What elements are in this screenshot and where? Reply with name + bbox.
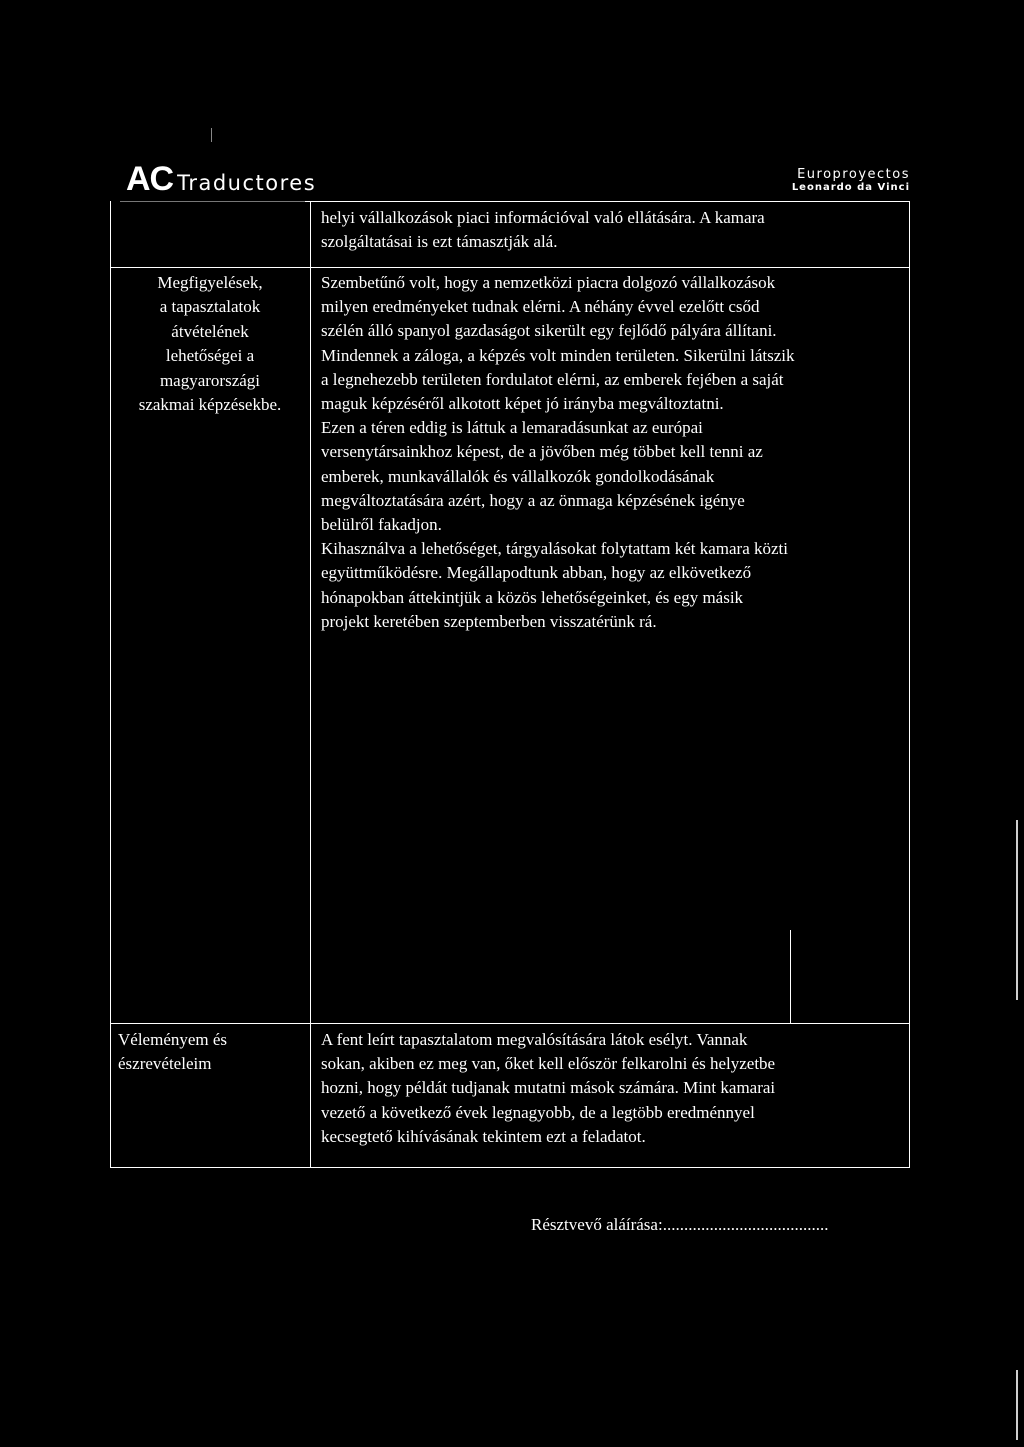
scan-artifact-line: [790, 930, 791, 1024]
scan-artifact-mark: [211, 128, 212, 142]
text-line: szolgáltatásai is ezt támasztják alá.: [321, 232, 558, 252]
table-top-border-right: [305, 201, 909, 202]
label-line: magyarországi: [159, 370, 261, 390]
row2-top-border-right: [310, 1023, 910, 1024]
europroyectos-text: Europroyectos: [797, 167, 910, 182]
text-line: Ezen a téren eddig is láttuk a lemaradásunkat az európai: [321, 418, 703, 438]
text-line: maguk képzéséről alkotott képet jó irányba megváltoztatni.: [321, 394, 724, 414]
continuation-cell: [321, 206, 906, 254]
text-line: versenytársainkhoz képest, de a jövőben még többet kell tenni az: [321, 442, 763, 462]
label-line: észrevételeim: [118, 1054, 212, 1074]
label-line: a tapasztalatok: [159, 297, 261, 317]
text-line: A fent leírt tapasztalatom megvalósítására látok esélyt. Vannak: [321, 1030, 748, 1049]
text-line: hozni, hogy példát tudjanak mutatni mások számára. Mint kamarai: [321, 1078, 776, 1098]
row1-top-border: [110, 267, 910, 268]
text-line: milyen eredményeket tudnak elérni. A néhány évvel ezelőtt csőd: [321, 297, 760, 317]
text-line: együttműködésre. Megállapodtunk abban, hogy az elkövetkező: [321, 563, 752, 583]
scan-edge-mark: [1016, 820, 1018, 1000]
table-column-divider: [310, 201, 311, 1168]
label-line: átvételének: [171, 321, 249, 341]
label-line: Megfigyelések,: [157, 273, 263, 292]
text-line: Kihasználva a lehetőséget, tárgyalásokat folytattam két kamara közti: [321, 539, 789, 559]
text-line: vezető a következő évek legnagyobb, de a legtöbb eredménnyel: [321, 1102, 755, 1122]
leonardo-da-vinci-text: Leonardo da Vinci: [791, 182, 910, 193]
table-bottom-border: [110, 1167, 910, 1168]
text-line: belülről fakadjon.: [321, 515, 442, 535]
logo-traductores-text: Traductores: [177, 171, 317, 195]
text-line: emberek, munkavállalók és vállalkozók gondolkodásának: [321, 466, 715, 486]
text-line: a legnehezebb területen fordulatot elérni, az emberek fejében a saját: [321, 369, 784, 389]
scan-edge-mark: [1016, 1370, 1018, 1440]
table-top-border-left: [120, 201, 305, 202]
text-line: Mindennek a záloga, a képzés volt minden területen. Sikerülni látszik: [321, 345, 795, 365]
text-line: kecsegtető kihívásának tekintem ezt a feladatot.: [321, 1126, 646, 1146]
page-header: [110, 160, 910, 204]
text-line: helyi vállalkozások piaci információval való ellátására. A kamara: [321, 208, 765, 227]
logo-ac-text: AC: [126, 160, 174, 198]
europroyectos-logo: [792, 168, 910, 194]
label-line: Véleményem és: [118, 1030, 228, 1049]
text-line: Szembetűnő volt, hogy a nemzetközi piacra dolgozó vállalkozások: [321, 273, 776, 292]
opinion-label: [118, 1028, 308, 1077]
text-line: sokan, akiben ez meg van, őket kell először felkarolni és helyzetbe: [321, 1054, 776, 1074]
table-right-border: [909, 201, 910, 1168]
opinion-content: [321, 1028, 906, 1149]
text-line: szélén álló spanyol gazdaságot sikerült egy fejlődő pályára állítani.: [321, 321, 777, 341]
text-line: megváltoztatására azért, hogy a az önmaga képzésének igénye: [321, 490, 745, 510]
text-line: projekt keretében szeptemberben visszatérünk rá.: [321, 611, 657, 631]
observations-content: [321, 271, 906, 634]
label-line: szakmai képzésekbe.: [138, 395, 282, 415]
label-line: lehetőségei a: [165, 346, 255, 366]
row2-top-border-left: [110, 1023, 310, 1024]
observations-label: [110, 271, 310, 417]
participant-signature: Résztvevő aláírása:.......................................: [531, 1215, 829, 1234]
text-line: hónapokban áttekintjük a közös lehetőségeinket, és egy másik: [321, 587, 744, 607]
ac-traductores-logo: [126, 160, 316, 199]
